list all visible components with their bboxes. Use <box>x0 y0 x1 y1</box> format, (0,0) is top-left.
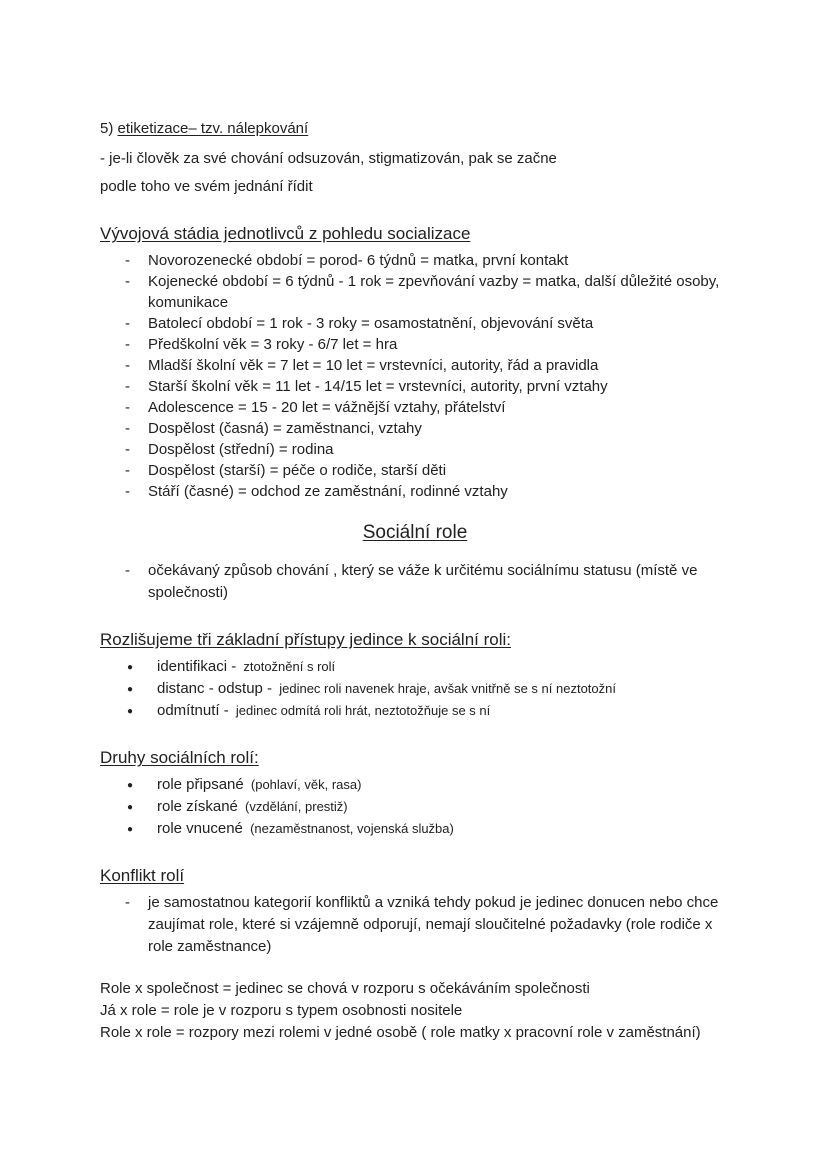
intro-number: 5) <box>100 120 118 137</box>
dash-marker: - <box>125 378 130 395</box>
list-item <box>100 460 730 481</box>
pristupy-list <box>100 656 730 722</box>
list-item-text: Novorozenecké období = porod- 6 týdnů = matka, první kontakt <box>148 252 569 269</box>
list-item <box>100 355 730 376</box>
dash-marker: - <box>125 894 130 911</box>
konflikt-list <box>100 892 730 958</box>
list-desc: (vzdělání, prestiž) <box>245 799 348 814</box>
list-item <box>100 334 730 355</box>
stadia-list <box>100 250 730 502</box>
bullet-marker: ● <box>127 824 134 835</box>
list-item-text: Mladší školní věk = 7 let = 10 let = vrstevníci, autority, řád a pravidla <box>148 357 599 374</box>
list-item <box>100 818 730 840</box>
list-item <box>100 678 730 700</box>
dash-marker: - <box>125 420 130 437</box>
list-item <box>100 418 730 439</box>
list-item-text: Starší školní věk = 11 let - 14/15 let = vrstevníci, autority, první vztahy <box>148 378 608 395</box>
list-item <box>100 481 730 502</box>
list-item-text: Dospělost (střední) = rodina <box>148 441 334 458</box>
bullet-marker: ● <box>127 802 134 813</box>
intro-heading <box>100 118 730 140</box>
list-desc: ztotožnění s rolí <box>243 659 336 674</box>
list-desc: (nezaměstnanost, vojenská služba) <box>250 821 454 836</box>
section-heading-stadia: Vývojová stádia jednotlivců z pohledu socializace <box>100 224 471 243</box>
list-item <box>100 397 730 418</box>
list-item <box>100 376 730 397</box>
list-item-text: Stáří (časné) = odchod ze zaměstnání, rodinné vztahy <box>148 483 508 500</box>
list-item-text: je samostatnou kategorií konfliktů a vzniká tehdy pokud je jedinec donucen nebo chce zaujímat role, které si vzájemně odporují, nemají sloučitelné požadavky (role rodiče x role zaměstnance) <box>148 894 719 955</box>
list-item <box>100 313 730 334</box>
list-item <box>100 796 730 818</box>
list-term: role připsané <box>157 776 244 793</box>
closing-line-2: Já x role = role je v rozporu s typem osobnosti nositele <box>100 1002 463 1019</box>
closing-paragraphs <box>100 978 730 1044</box>
list-item <box>100 271 730 313</box>
list-item-text: Dospělost (časná) = zaměstnanci, vztahy <box>148 420 422 437</box>
intro-title-text: etiketizace– tzv. nálepkování <box>117 120 309 137</box>
list-item <box>100 250 730 271</box>
list-item <box>100 439 730 460</box>
dash-marker: - <box>125 252 130 269</box>
dash-marker: - <box>125 441 130 458</box>
section-heading-pristupy: Rozlišujeme tři základní přístupy jedince k sociální roli: <box>100 630 512 649</box>
list-item-text: Adolescence = 15 - 20 let = vážnější vztahy, přátelství <box>148 399 506 416</box>
bullet-marker: ● <box>127 780 134 791</box>
dash-marker: - <box>125 357 130 374</box>
list-item-text: Batolecí období = 1 rok - 3 roky = osamostatnění, objevování světa <box>148 315 594 332</box>
list-term: identifikaci - <box>157 658 237 675</box>
closing-line-3: Role x role = rozpory mezi rolemi v jedné osobě ( role matky x pracovní role v zaměstnání) <box>100 1024 701 1041</box>
dash-marker: - <box>125 483 130 500</box>
list-term: odmítnutí - <box>157 702 229 719</box>
list-item <box>100 774 730 796</box>
list-item <box>100 700 730 722</box>
list-item-text: Dospělost (starší) = péče o rodiče, starší děti <box>148 462 447 479</box>
list-desc: jedinec odmítá roli hrát, neztotožňuje se s ní <box>235 703 491 718</box>
dash-marker: - <box>125 273 130 290</box>
closing-line-1: Role x společnost = jedinec se chová v rozporu s očekáváním společnosti <box>100 980 590 997</box>
section-heading-text: Sociální role <box>362 522 468 543</box>
list-item-text: Kojenecké období = 6 týdnů - 1 rok = zpevňování vazby = matka, další důležité osoby, komunikace <box>148 273 720 311</box>
dash-marker: - <box>125 315 130 332</box>
list-item-text: Předškolní věk = 3 roky - 6/7 let = hra <box>148 336 398 353</box>
section-heading-druhy: Druhy sociálních rolí: <box>100 748 259 767</box>
intro-line-1: - je-li člověk za své chování odsuzován, stigmatizován, pak se začne <box>100 150 557 167</box>
dash-marker: - <box>125 399 130 416</box>
list-desc: (pohlaví, věk, rasa) <box>250 777 362 792</box>
list-item <box>100 656 730 678</box>
list-item-text: očekávaný způsob chování , který se váže k určitému sociálnímu statusu (místě ve společnosti) <box>148 562 698 601</box>
socialni-role-list <box>100 560 730 604</box>
section-heading-socialni-role <box>100 520 730 546</box>
dash-marker: - <box>125 462 130 479</box>
druhy-list <box>100 774 730 840</box>
section-heading-konflikt: Konflikt rolí <box>100 866 185 885</box>
list-desc: jedinec roli navenek hraje, avšak vnitřně se s ní neztotožní <box>279 681 616 696</box>
list-term: role vnucené <box>157 820 243 837</box>
list-item <box>100 892 730 958</box>
list-term: distanc - odstup - <box>157 680 273 697</box>
bullet-marker: ● <box>127 684 134 695</box>
bullet-marker: ● <box>127 662 134 673</box>
list-term: role získané <box>157 798 238 815</box>
dash-marker: - <box>125 562 130 579</box>
bullet-marker: ● <box>127 706 134 717</box>
dash-marker: - <box>125 336 130 353</box>
list-item <box>100 560 730 604</box>
intro-line-2: podle toho ve svém jednání řídit <box>100 178 313 195</box>
